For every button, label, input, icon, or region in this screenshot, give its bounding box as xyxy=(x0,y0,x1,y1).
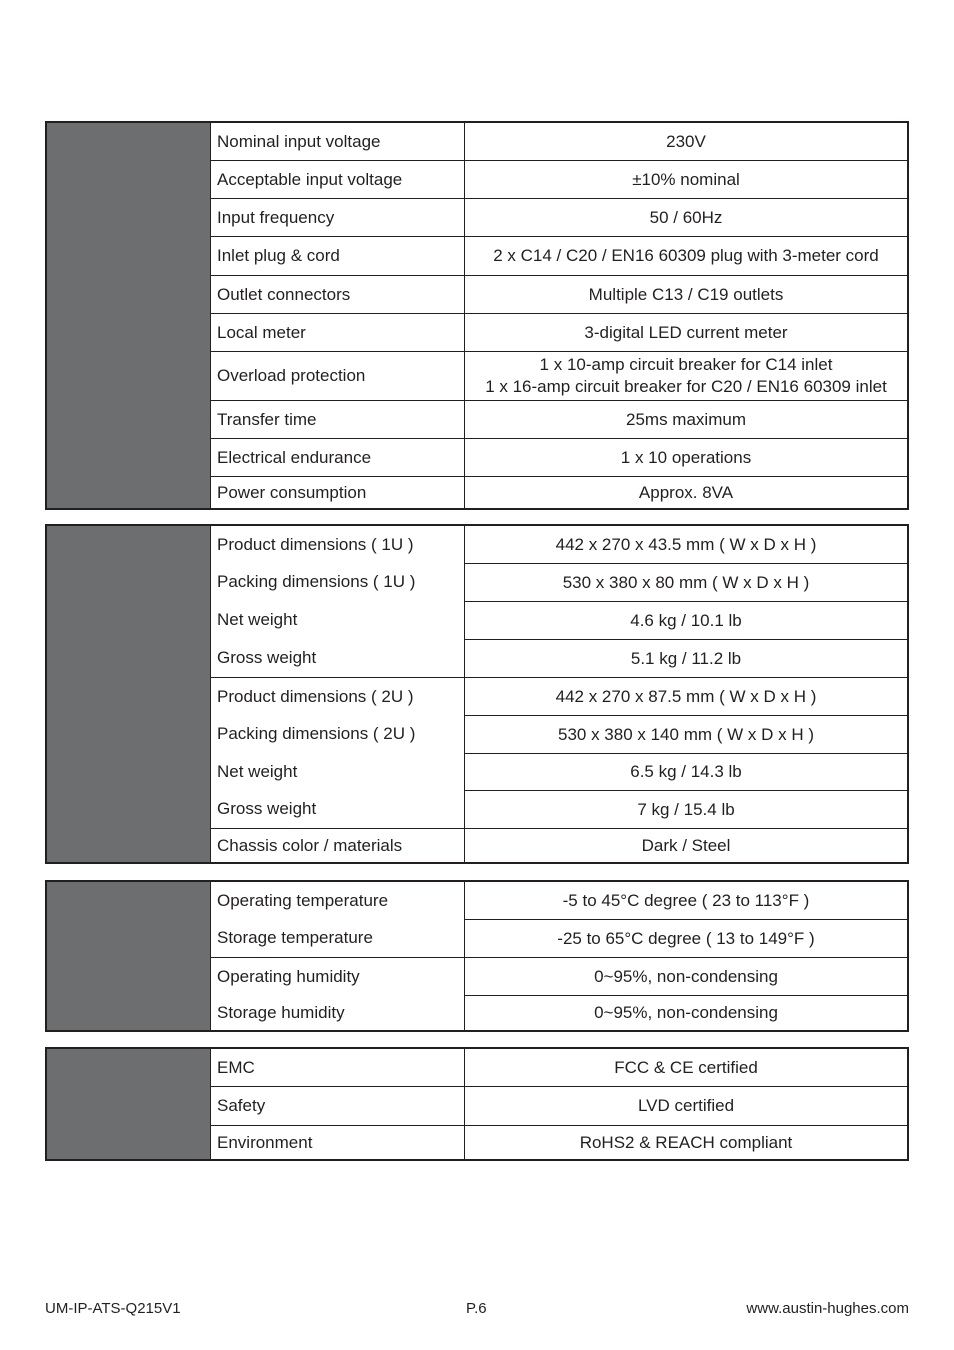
table-row xyxy=(211,995,907,1030)
spec-value-text: RoHS2 & REACH compliant xyxy=(579,1132,793,1152)
spec-label: Environment xyxy=(211,1126,465,1159)
spec-value xyxy=(465,753,907,790)
spec-label: Storage humidity xyxy=(211,995,465,1030)
spec-value xyxy=(465,237,907,275)
spec-label: Nominal input voltage xyxy=(211,123,465,160)
spec-value xyxy=(465,919,907,957)
spec-value xyxy=(465,477,907,508)
spec-label: Gross weight xyxy=(211,790,465,828)
spec-value-text: 2 x C14 / C20 / EN16 60309 plug with 3-meter cord xyxy=(493,246,879,265)
spec-value xyxy=(465,352,907,400)
spec-label: Acceptable input voltage xyxy=(211,161,465,198)
spec-value xyxy=(465,314,907,351)
spec-rows xyxy=(211,526,907,862)
category-band xyxy=(47,1049,211,1159)
spec-value xyxy=(465,123,907,160)
spec-value-text: 25ms maximum xyxy=(626,409,746,429)
spec-value-text: 50 / 60Hz xyxy=(649,207,723,227)
spec-value-text: -5 to 45°C degree ( 23 to 113°F ) xyxy=(562,890,810,910)
table-row xyxy=(211,275,907,313)
table-row xyxy=(211,957,907,995)
category-band xyxy=(47,526,211,862)
category-band xyxy=(47,123,211,508)
spec-label: Net weight xyxy=(211,601,465,639)
spec-value xyxy=(465,1126,907,1159)
spec-value xyxy=(465,995,907,1030)
table-row xyxy=(211,753,907,790)
spec-value xyxy=(465,958,907,995)
spec-label: Inlet plug & cord xyxy=(211,237,465,275)
table-row xyxy=(211,601,907,639)
spec-value xyxy=(465,526,907,563)
spec-label: Input frequency xyxy=(211,199,465,236)
spec-table-physical xyxy=(45,524,909,864)
table-row xyxy=(211,438,907,476)
spec-label: Chassis color / materials xyxy=(211,829,465,862)
spec-value-text: Approx. 8VA xyxy=(638,482,734,502)
table-row xyxy=(211,677,907,715)
spec-value-text: 7 kg / 15.4 lb xyxy=(637,799,735,819)
spec-label: Outlet connectors xyxy=(211,276,465,313)
spec-label: Overload protection xyxy=(211,352,465,400)
table-row xyxy=(211,563,907,601)
spec-label: Power consumption xyxy=(211,477,465,508)
spec-label: Operating temperature xyxy=(211,882,465,919)
spec-label: Gross weight xyxy=(211,639,465,677)
table-row xyxy=(211,351,907,400)
table-row xyxy=(211,1125,907,1159)
spec-rows xyxy=(211,1049,907,1159)
spec-value xyxy=(465,715,907,753)
spec-value xyxy=(465,882,907,919)
spec-value-text: 1 x 10 operations xyxy=(620,447,752,467)
table-row xyxy=(211,160,907,198)
table-row xyxy=(211,919,907,957)
spec-value xyxy=(465,563,907,601)
table-row xyxy=(211,198,907,236)
spec-value xyxy=(465,601,907,639)
spec-label: Product dimensions ( 2U ) xyxy=(211,678,465,715)
spec-value xyxy=(465,401,907,438)
spec-label: EMC xyxy=(211,1049,465,1086)
spec-label: Packing dimensions ( 1U ) xyxy=(211,563,465,601)
spec-value-text: LVD certified xyxy=(637,1096,735,1115)
spec-value-text: Dark / Steel xyxy=(641,835,731,855)
spec-value-text: ±10% nominal xyxy=(632,169,740,189)
spec-value-text: 4.6 kg / 10.1 lb xyxy=(630,610,742,630)
category-band xyxy=(47,882,211,1030)
table-row xyxy=(211,715,907,753)
spec-value xyxy=(465,161,907,198)
spec-rows xyxy=(211,123,907,508)
spec-value xyxy=(465,678,907,715)
spec-label: Product dimensions ( 1U ) xyxy=(211,526,465,563)
spec-label: Local meter xyxy=(211,314,465,351)
table-row xyxy=(211,313,907,351)
table-row xyxy=(211,526,907,563)
spec-label: Net weight xyxy=(211,753,465,790)
spec-value xyxy=(465,790,907,828)
spec-value-text: -25 to 65°C degree ( 13 to 149°F ) xyxy=(557,928,815,948)
spec-value-text: Multiple C13 / C19 outlets xyxy=(588,284,784,304)
spec-label: Operating humidity xyxy=(211,958,465,995)
table-row xyxy=(211,790,907,828)
spec-value-text: 6.5 kg / 14.3 lb xyxy=(630,762,742,781)
spec-table-power xyxy=(45,121,909,510)
spec-table-environment xyxy=(45,880,909,1032)
table-row xyxy=(211,639,907,677)
footer-page-number: P.6 xyxy=(466,1300,487,1317)
spec-rows xyxy=(211,882,907,1030)
table-row xyxy=(211,1049,907,1086)
spec-label: Storage temperature xyxy=(211,919,465,957)
table-row xyxy=(211,236,907,275)
spec-value xyxy=(465,1049,907,1086)
spec-label: Electrical endurance xyxy=(211,439,465,476)
spec-label: Transfer time xyxy=(211,401,465,438)
spec-table-certification xyxy=(45,1047,909,1161)
spec-value-text: 442 x 270 x 87.5 mm ( W x D x H ) xyxy=(555,686,817,706)
spec-value-text: 0~95%, non-condensing xyxy=(594,1003,778,1022)
table-row xyxy=(211,828,907,862)
spec-value-text: 5.1 kg / 11.2 lb xyxy=(630,648,742,668)
footer-website: www.austin-hughes.com xyxy=(746,1300,909,1317)
spec-value xyxy=(465,1087,907,1125)
spec-value-text: 442 x 270 x 43.5 mm ( W x D x H ) xyxy=(555,534,817,554)
spec-value-text: 0~95%, non-condensing xyxy=(594,966,778,986)
spec-value xyxy=(465,829,907,862)
table-row xyxy=(211,476,907,508)
spec-value xyxy=(465,639,907,677)
table-row xyxy=(211,882,907,919)
footer-doc-id: UM-IP-ATS-Q215V1 xyxy=(45,1300,181,1317)
spec-value-text: 230V xyxy=(666,131,706,151)
spec-value xyxy=(465,276,907,313)
spec-label: Packing dimensions ( 2U ) xyxy=(211,715,465,753)
table-row xyxy=(211,123,907,160)
table-row xyxy=(211,400,907,438)
spec-value-text: 530 x 380 x 140 mm ( W x D x H ) xyxy=(557,724,814,744)
table-row xyxy=(211,1086,907,1125)
spec-value-text: 3-digital LED current meter xyxy=(584,322,788,342)
spec-value xyxy=(465,439,907,476)
spec-value xyxy=(465,199,907,236)
spec-label: Safety xyxy=(211,1087,465,1125)
spec-value-text: 530 x 380 x 80 mm ( W x D x H ) xyxy=(562,572,810,592)
spec-value-text-line2: 1 x 16-amp circuit breaker for C20 / EN16 60309 inlet xyxy=(485,377,887,396)
spec-value-text: 1 x 10-amp circuit breaker for C14 inlet xyxy=(539,355,833,374)
spec-value-text: FCC & CE certified xyxy=(614,1057,758,1077)
